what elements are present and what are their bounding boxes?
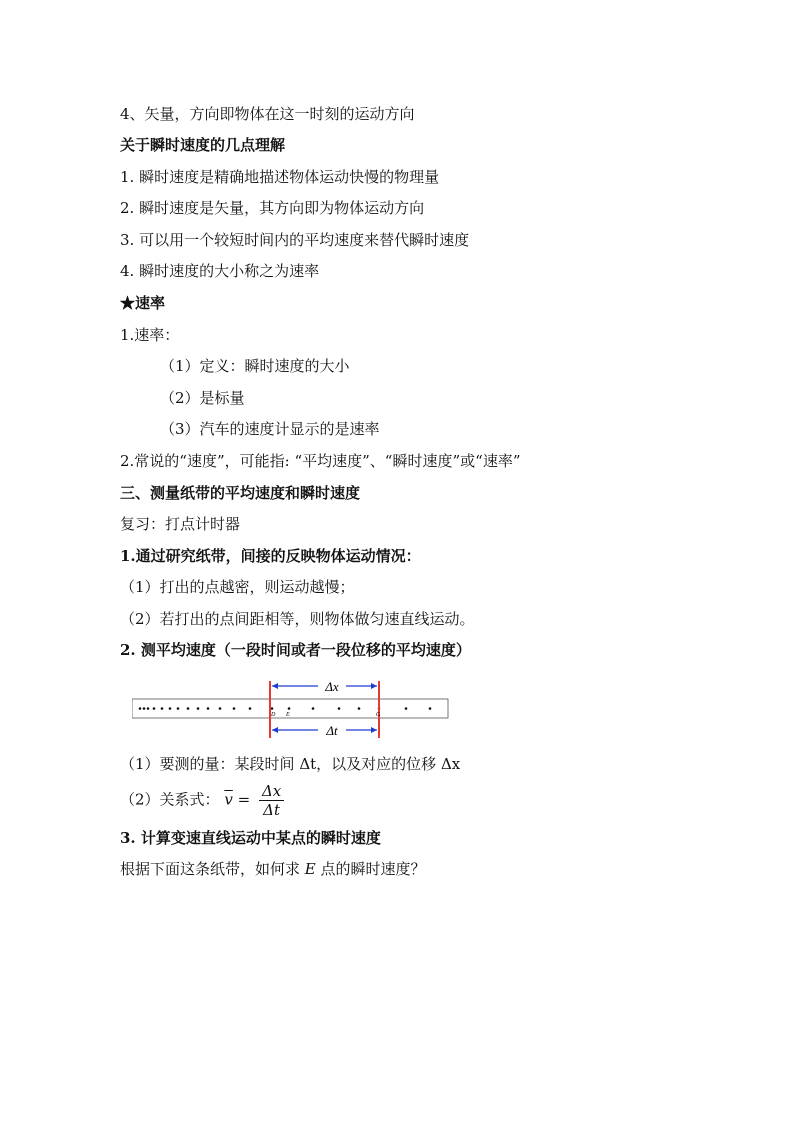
question-line bbox=[120, 859, 426, 879]
tape-dot bbox=[161, 707, 164, 710]
delta-x-label: Δx bbox=[325, 679, 339, 694]
delta-t-label: Δt bbox=[326, 723, 338, 738]
tape-dot bbox=[358, 707, 361, 710]
point-label-g: G bbox=[376, 712, 381, 718]
tape-dot bbox=[312, 707, 315, 710]
list-item: 3. 可以用一个较短时间内的平均速度来替代瞬时速度 bbox=[120, 231, 470, 249]
tape-dot bbox=[177, 707, 180, 710]
list-item: （2）若打出的点间距相等，则物体做匀速直线运动。 bbox=[120, 610, 475, 628]
list-item: （3）汽车的速度计显示的是速率 bbox=[160, 420, 380, 438]
equals-sign: = bbox=[237, 790, 251, 809]
text-line: 2.常说的“速度”，可能指: “平均速度”、“瞬时速度”或“速率” bbox=[120, 452, 521, 470]
list-item: （2）是标量 bbox=[160, 389, 245, 407]
tape-dot bbox=[219, 707, 222, 710]
section-heading: 3. 计算变速直线运动中某点的瞬时速度 bbox=[120, 829, 381, 847]
text-line: 4、矢量，方向即物体在这一时刻的运动方向 bbox=[120, 105, 415, 123]
section-heading: 关于瞬时速度的几点理解 bbox=[120, 136, 286, 154]
fraction-denominator: Δt bbox=[263, 801, 281, 819]
tape-dot bbox=[271, 707, 274, 710]
tape-dot bbox=[147, 707, 150, 710]
tape-dot bbox=[429, 707, 432, 710]
question-prefix: 根据下面这条纸带，如何求 bbox=[120, 860, 305, 878]
list-item: （1）要测的量：某段时间 Δt，以及对应的位移 Δx bbox=[120, 755, 461, 773]
tape-dot bbox=[139, 707, 142, 710]
tape-dot bbox=[207, 707, 210, 710]
point-label-d: D bbox=[271, 712, 276, 718]
paper-tape-diagram bbox=[132, 678, 452, 743]
text-line: 复习：打点计时器 bbox=[120, 515, 241, 533]
formula-line bbox=[120, 782, 284, 819]
section-heading: 1.通过研究纸带，间接的反映物体运动情况： bbox=[120, 547, 421, 565]
text-line: 1.速率： bbox=[120, 326, 180, 344]
tape-dot bbox=[169, 707, 172, 710]
tape-dot bbox=[143, 707, 146, 710]
list-item: 4. 瞬时速度的大小称之为速率 bbox=[120, 262, 320, 280]
tape-dot bbox=[249, 707, 252, 710]
list-item: （1）定义：瞬时速度的大小 bbox=[160, 357, 350, 375]
list-item: 1. 瞬时速度是精确地描述物体运动快慢的物理量 bbox=[120, 168, 440, 186]
tape-dot bbox=[288, 707, 291, 710]
point-label-e: E bbox=[286, 712, 290, 718]
tape-dot bbox=[338, 707, 341, 710]
section-heading: 2. 测平均速度（一段时间或者一段位移的平均速度） bbox=[120, 641, 471, 659]
fraction-numerator: Δx bbox=[259, 782, 284, 801]
section-heading: 三、测量纸带的平均速度和瞬时速度 bbox=[120, 484, 361, 502]
tape-dot bbox=[405, 707, 408, 710]
tape-dot bbox=[233, 707, 236, 710]
section-heading: ★速率 bbox=[120, 294, 166, 312]
list-item: 2. 瞬时速度是矢量，其方向即为物体运动方向 bbox=[120, 199, 425, 217]
delta-t-arrow bbox=[272, 727, 377, 733]
list-item: （1）打出的点越密，则运动越慢； bbox=[120, 578, 355, 596]
point-e-variable: E bbox=[304, 860, 316, 878]
formula-prefix: （2）关系式： bbox=[120, 790, 220, 809]
fraction bbox=[259, 782, 284, 819]
average-velocity-symbol: $\overline{v}$ bbox=[224, 790, 233, 809]
tape-dot bbox=[197, 707, 200, 710]
tape-dot bbox=[153, 707, 156, 710]
tape-dot bbox=[187, 707, 190, 710]
question-suffix: 点的瞬时速度？ bbox=[315, 860, 426, 878]
